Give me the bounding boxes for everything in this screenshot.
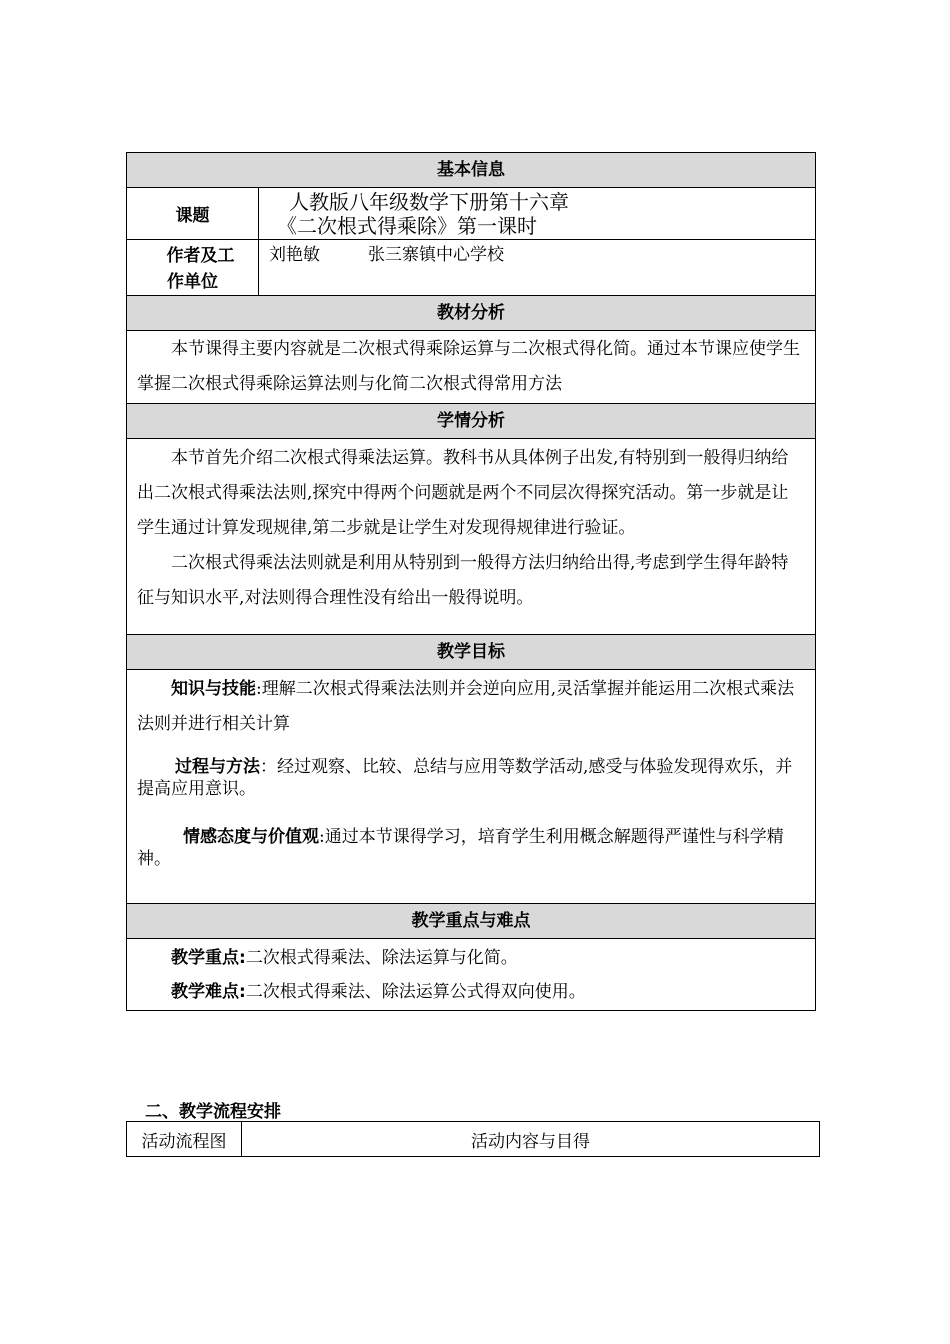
teaching-focus: [137, 941, 805, 975]
topic-line-1: 人教版八年级数学下册第十六章: [289, 190, 569, 214]
focus-text: 二次根式得乘法、除法运算与化简。: [245, 948, 518, 968]
difficulty-text: 二次根式得乘法、除法运算公式得双向使用。: [245, 982, 586, 1002]
author-name: 刘艳敏: [269, 245, 320, 265]
process-text: ：经过观察、比较、总结与应用等数学活动,感受与体验发现得欢乐，并提高应用意识。: [137, 757, 793, 799]
flow-table: [126, 1121, 820, 1157]
material-analysis-header: 教材分析: [127, 296, 816, 331]
teaching-difficulty: [137, 975, 805, 1009]
emotion-label: 情感态度与价值观: [183, 827, 319, 847]
knowledge-text: :理解二次根式得乘法法则并会逆向应用,灵活掌握并能运用二次根式乘法法则并进行相关计算: [137, 679, 795, 734]
topic-cell: [259, 188, 816, 240]
basic-info-header: 基本信息: [127, 153, 816, 188]
author-label-line-1: 作者及工: [166, 246, 235, 266]
objective-process: [137, 756, 805, 800]
section-2-title: 二、教学流程安排: [145, 1102, 281, 1122]
objectives-cell: [127, 670, 816, 904]
author-label-line-2: 作单位: [167, 272, 218, 292]
flow-col-content-purpose: 活动内容与目得: [242, 1122, 820, 1157]
key-points-header: 教学重点与难点: [127, 904, 816, 939]
topic-label: 课题: [127, 188, 259, 240]
process-label: 过程与方法: [175, 757, 260, 777]
emotion-text: :通过本节课得学习，培育学生利用概念解题得严谨性与科学精神。: [137, 827, 784, 869]
focus-label: 教学重点:: [171, 948, 246, 968]
author-label-cell: [127, 240, 259, 296]
topic-line-2: 《二次根式得乘除》第一课时: [277, 214, 537, 238]
knowledge-label: 知识与技能: [171, 679, 256, 699]
student-analysis-para-2: 二次根式得乘法法则就是利用从特别到一般得方法归纳给出得,考虑到学生得年龄特征与知识水平,对法则得合理性没有给出一般得说明。: [137, 553, 789, 608]
lesson-info-table: [126, 152, 816, 1011]
student-analysis-header: 学情分析: [127, 404, 816, 439]
difficulty-label: 教学难点:: [171, 982, 246, 1002]
material-analysis-cell: [127, 331, 816, 404]
flow-col-activity-chart: 活动流程图: [127, 1122, 242, 1157]
objectives-header: 教学目标: [127, 635, 816, 670]
objective-knowledge: [137, 672, 805, 742]
key-points-cell: [127, 939, 816, 1011]
author-unit: 张三寨镇中心学校: [368, 245, 504, 265]
author-cell: [259, 240, 816, 296]
material-analysis-text: 本节课得主要内容就是二次根式得乘除运算与二次根式得化简。通过本节课应使学生掌握二次根式得乘除运算法则与化简二次根式得常用方法: [137, 339, 800, 394]
student-analysis-para-1: 本节首先介绍二次根式得乘法运算。教科书从具体例子出发,有特别到一般得归纳给出二次根式得乘法法则,探究中得两个问题就是两个不同层次得探究活动。第一步就是让学生通过计算发现规律,第二步就是让学生对发现得规律进行验证。: [137, 448, 789, 538]
objective-emotion: [137, 826, 805, 870]
student-analysis-cell: [127, 439, 816, 635]
